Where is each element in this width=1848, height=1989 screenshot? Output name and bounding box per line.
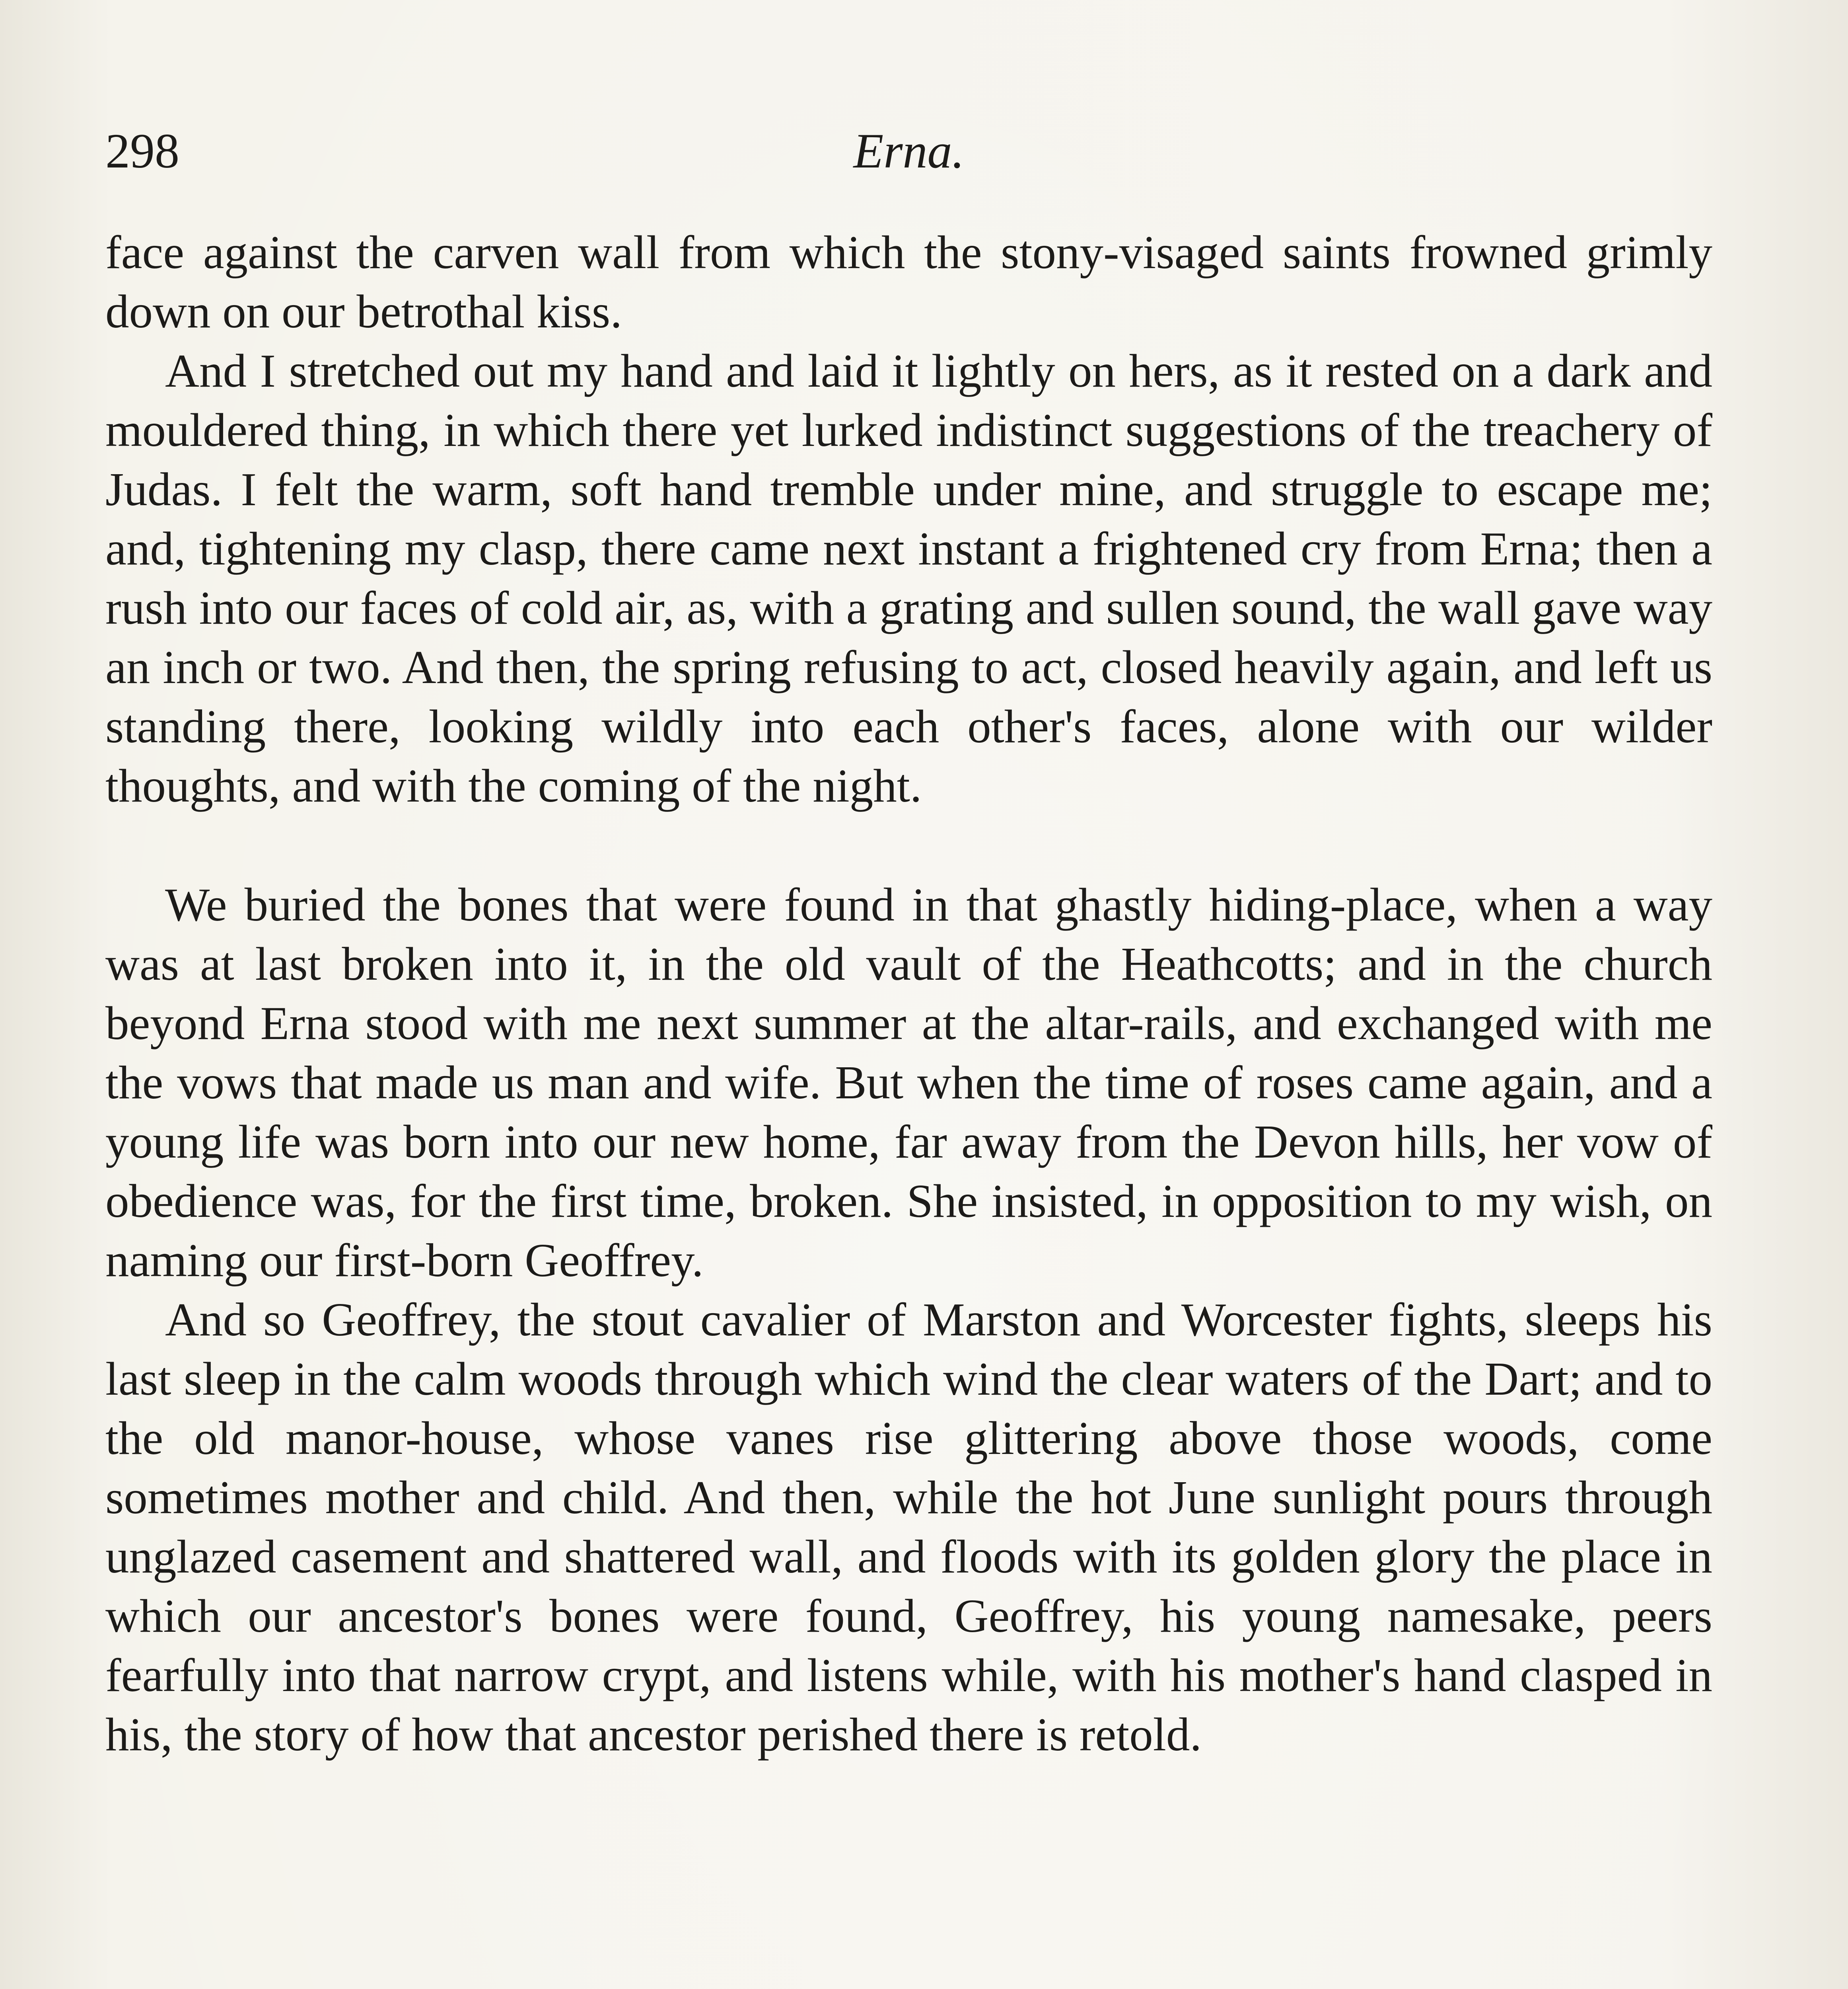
- paragraph: And so Geoffrey, the stout cavalier of Marston and Worcester fights, sleeps his last sleep in the calm woods through which wind the clear waters of the Dart; and to the old manor-house, whose vanes rise glittering above those woods, come sometimes mother and child. And then, while the hot June sunlight pours through unglazed casement and shattered wall, and floods with its golden glory the place in which our ancestor's bones were found, Geoffrey, his young namesake, peers fearfully into that narrow crypt, and listens while, with his mother's hand clasped in his, the story of how that ancestor perished there is retold.: [105, 1293, 1712, 1761]
- paragraph-continuation: face against the carven wall from which the stony-visaged saints frowned grimly down on our betrothal kiss.: [105, 226, 1712, 338]
- body-text: [105, 223, 1712, 1764]
- paragraph: And I stretched out my hand and laid it lightly on hers, as it rested on a dark and mouldered thing, in which there yet lurked indistinct suggestions of the treachery of Judas. I felt the warm, soft hand tremble under mine, and struggle to escape me; and, tightening my clasp, there came next instant a frightened cry from Erna; then a rush into our faces of cold air, as, with a grating and sullen sound, the wall gave way an inch or two. And then, the spring refusing to act, closed heavily again, and left us standing there, looking wildly into each other's faces, alone with our wilder thoughts, and with the coming of the night.: [105, 344, 1712, 812]
- running-title: Erna.: [853, 124, 965, 178]
- running-head: [105, 119, 1712, 183]
- paragraph: We buried the bones that were found in that ghastly hiding-place, when a way was at last broken into it, in the old vault of the Heathcotts; and in the church beyond Erna stood with me next summer at the altar-rails, and exchanged with me the vows that made us man and wife. But when the time of roses came again, and a young life was born into our new home, far away from the Devon hills, her vow of obedience was, for the first time, broken. She insisted, in opposition to my wish, on naming our first-born Geoffrey.: [105, 878, 1712, 1286]
- page-number: 298: [105, 124, 179, 178]
